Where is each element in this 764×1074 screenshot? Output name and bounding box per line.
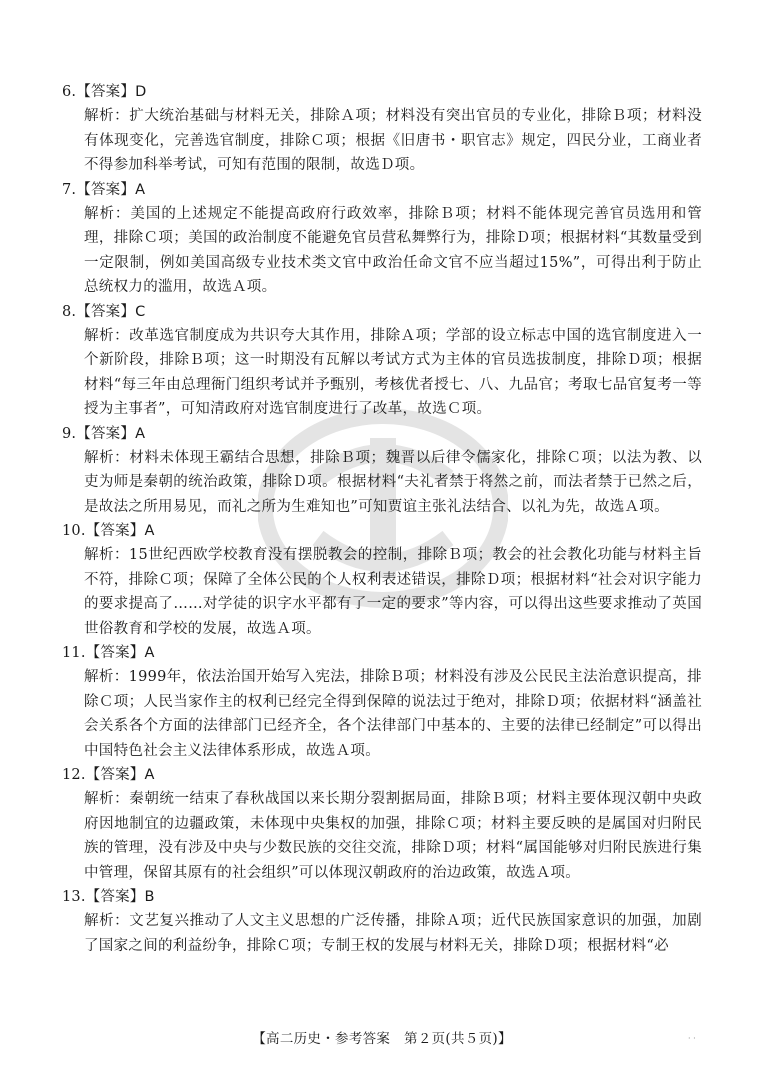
answer-label: 【答案】 (76, 84, 136, 100)
analysis-text: 解析：美国的上述规定不能提高政府行政效率，排除Ｂ项；材料不能体现完善官员选用和管理，排除Ｃ项；美国的政治制度不能避免官员营私舞弊行为，排除Ｄ项；根据材料“其数量受到一定限制，例如美国高级专业技术类文官中政治任命文官不应当超过15%”，可得出利于防止总统权力的滥用，故选Ａ项。 (84, 205, 702, 295)
question-9 (62, 422, 702, 520)
question-8 (62, 300, 702, 422)
answer-heading (62, 641, 702, 665)
answer-letter: D (135, 84, 147, 100)
analysis-text: 解析：材料未体现王霸结合思想，排除Ｂ项；魏晋以后律令儒家化，排除Ｃ项；以法为教、以吏为师是秦朝的统治政策，排除Ｄ项。根据材料“夫礼者禁于将然之前，而法者禁于已然之后，是故法之所用易见，而礼之所为生难知也”可知贾谊主张礼法结合、以礼为先，故选Ａ项。 (84, 449, 702, 515)
answer-letter: C (135, 303, 146, 320)
answer-heading (62, 300, 702, 324)
answer-heading (62, 885, 702, 909)
page-footer: 【高二历史・参考答案 第２页(共５页)】 (252, 1031, 512, 1047)
question-number: 9. (62, 425, 77, 442)
answer-label: 【答案】 (76, 303, 136, 320)
analysis-text: 解析：15世纪西欧学校教育没有摆脱教会的控制，排除Ｂ项；教会的社会教化功能与材料主旨不符，排除Ｃ项；保障了全体公民的个人权利表述错误，排除Ｄ项；根据材料“社会对识字能力的要求提高了……对学徒的识字水平都有了一定的要求”等内容，可以得出这些要求推动了英国世俗教育和学校的发展，故选Ａ项。 (84, 547, 702, 637)
question-7 (62, 178, 702, 300)
answer-label: 【答案】 (85, 767, 145, 783)
answer-heading (62, 80, 702, 104)
answer-list (62, 80, 702, 958)
analysis-text: 解析：1999年，依法治国开始写入宪法，排除Ｂ项；材料没有涉及公民民主法治意识提高，排除Ｃ项；人民当家作主的权利已经完全得到保障的说法过于绝对，排除Ｄ项；依据材料“涵盖社会关系各个方面的法律部门已经齐全，各个法律部门中基本的、主要的法律已经制定”可以得出中国特色社会主义法律体系形成，故选Ａ项。 (84, 669, 702, 759)
answer-letter: A (144, 523, 155, 539)
corner-mark: · · (688, 1034, 696, 1043)
answer-heading (62, 178, 702, 202)
answer-label: 【答案】 (85, 889, 145, 905)
analysis-text: 解析：扩大统治基础与材料无关，排除Ａ项；材料没有突出官员的专业化，排除Ｂ项；材料没有体现变化，完善选官制度，排除Ｃ项；根据《旧唐书・职官志》规定，四民分业，工商业者不得参加科举考试，可知有范围的限制，故选Ｄ项。 (84, 108, 702, 173)
question-number: 11. (62, 645, 86, 661)
question-10 (62, 519, 702, 641)
answer-heading (62, 763, 702, 787)
answer-letter: A (144, 645, 155, 661)
question-13 (62, 885, 702, 958)
answer-letter: B (144, 889, 155, 905)
answer-label: 【答案】 (85, 645, 145, 661)
answer-letter: A (135, 425, 146, 442)
answer-letter: A (144, 767, 155, 783)
analysis-text: 解析：秦朝统一结束了春秋战国以来长期分裂割据局面，排除Ｂ项；材料主要体现汉朝中央政府因地制宜的边疆政策，未体现中央集权的加强，排除Ｃ项；材料主要反映的是属国对归附民族的管理，没有涉及中央与少数民族的交往交流，排除Ｄ项；材料“属国能够对归附民族进行集中管理，保留其原有的社会组织”可以体现汉朝政府的治边政策，故选Ａ项。 (84, 791, 702, 881)
question-number: 13. (62, 889, 86, 905)
answer-heading (62, 519, 702, 543)
analysis-text: 解析：文艺复兴推动了人文主义思想的广泛传播，排除Ａ项；近代民族国家意识的加强，加剧了国家之间的利益纷争，排除Ｃ项；专制王权的发展与材料无关，排除Ｄ项；根据材料“必 (84, 913, 702, 954)
question-number: 10. (62, 523, 86, 539)
question-number: 8. (62, 303, 77, 320)
question-12 (62, 763, 702, 885)
question-11 (62, 641, 702, 763)
answer-label: 【答案】 (76, 181, 136, 198)
answer-letter: A (135, 181, 146, 198)
question-number: 12. (62, 767, 86, 783)
question-6 (62, 80, 702, 178)
answer-heading (62, 422, 702, 446)
answer-label: 【答案】 (85, 523, 145, 539)
question-number: 6. (62, 84, 77, 100)
answer-label: 【答案】 (76, 425, 136, 442)
analysis-text: 解析：改革选官制度成为共识夸大其作用，排除Ａ项；学部的设立标志中国的选官制度进入一个新阶段，排除Ｂ项；这一时期没有瓦解以考试方式为主体的官员选拔制度，排除Ｄ项；根据材料“每三年由总理衙门组织考试并予甄别，考核优者授七、八、九品官；考取七品官复考一等授为主事者”，可知清政府对选官制度进行了改革，故选Ｃ项。 (84, 327, 702, 417)
question-number: 7. (62, 181, 77, 198)
